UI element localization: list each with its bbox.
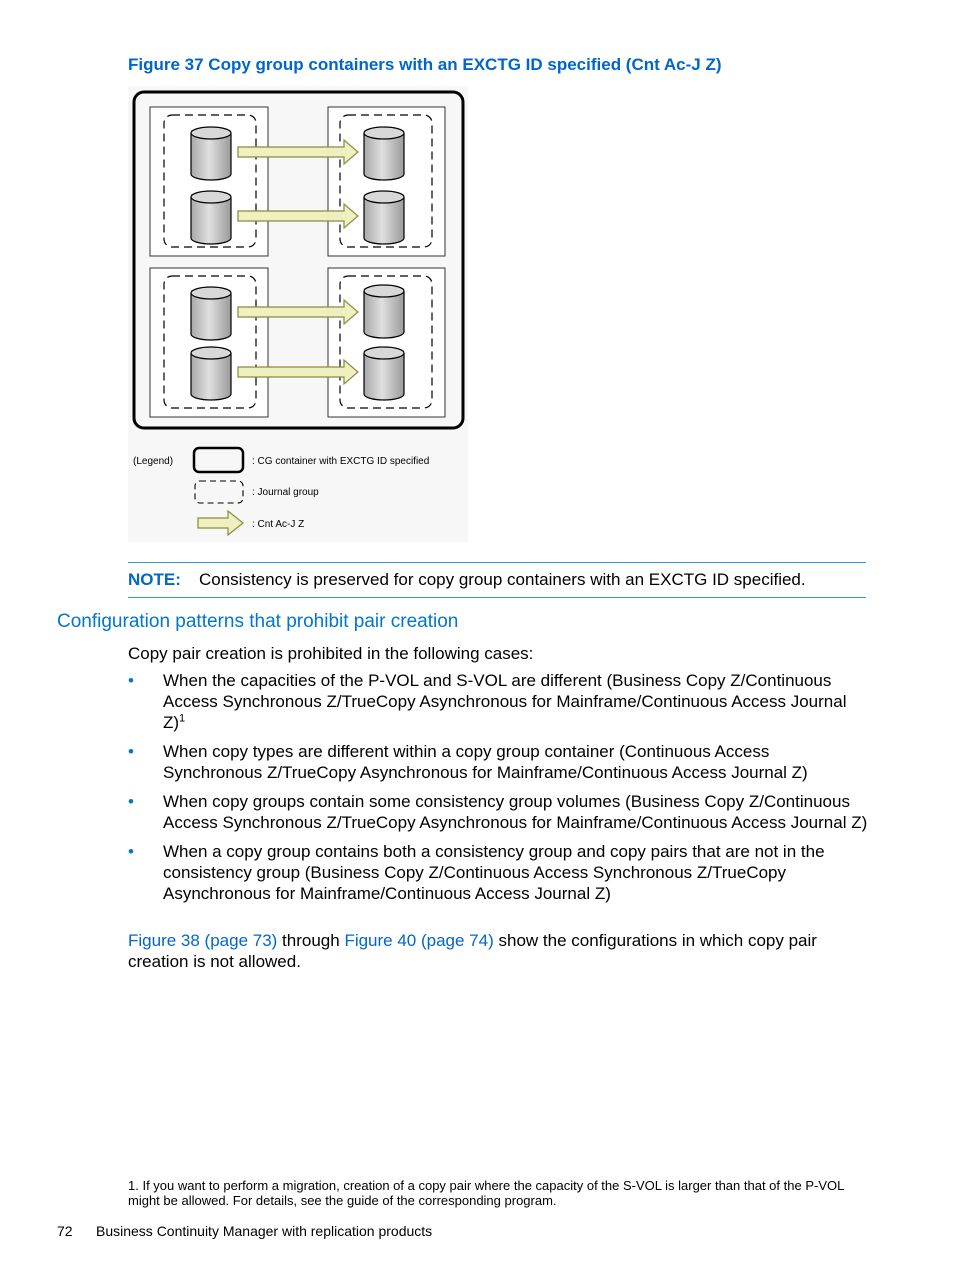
note-label: NOTE:: [128, 570, 181, 589]
figure-title: Figure 37 Copy group containers with an EXCTG ID specified (Cnt Ac-J Z): [128, 55, 722, 74]
legend-cg-container-swatch: [194, 448, 243, 472]
volume-cylinder: [191, 287, 231, 340]
list-item: [128, 670, 873, 733]
legend-journal-group-swatch: [195, 481, 243, 503]
bullet-text: When a copy group contains both a consistency group and copy pairs that are not in the consistency group (Business Copy Z/Continuous Access Synchronous Z/TrueCopy Asynchronous for Mainframe/Continuous Access Journal Z): [163, 842, 825, 903]
bullet-icon: •: [128, 671, 134, 690]
bullet-text: When the capacities of the P-VOL and S-VOL are different (Business Copy Z/Continuous Access Synchronous Z/TrueCopy Asynchronous for Mainframe/Continuous Access Journal Z): [163, 671, 847, 732]
figure-40-link[interactable]: Figure 40 (page 74): [344, 931, 494, 950]
section-intro: Copy pair creation is prohibited in the following cases:: [128, 644, 534, 663]
page-number: 72: [57, 1223, 73, 1239]
bullet-icon: •: [128, 792, 134, 811]
bullet-text: When copy types are different within a copy group container (Continuous Access Synchronous Z/TrueCopy Asynchronous for Mainframe/Continuous Access Journal Z): [163, 742, 808, 782]
bullet-list: [128, 670, 873, 912]
refs-tail: show the configurations in which copy pair creation is not allowed.: [128, 931, 817, 971]
secondary-box-top: [328, 107, 445, 256]
volume-cylinder: [364, 127, 404, 180]
volume-cylinder: [191, 347, 231, 400]
secondary-box-bottom: [328, 268, 445, 417]
page-footer: [57, 1223, 432, 1239]
legend-cnt-acj: : Cnt Ac-J Z: [252, 519, 305, 530]
list-item: [128, 741, 873, 783]
primary-box-bottom: [150, 268, 268, 417]
legend-journal-group: : Journal group: [252, 487, 319, 498]
footer-title: Business Continuity Manager with replication products: [96, 1223, 433, 1239]
volume-cylinder: [191, 191, 231, 244]
bullet-text: When copy groups contain some consistency group volumes (Business Copy Z/Continuous Access Synchronous Z/TrueCopy Asynchronous for Mainframe/Continuous Access Journal Z): [163, 792, 868, 832]
note-box: [128, 562, 866, 598]
footnote: 1. If you want to perform a migration, creation of a copy pair where the capacity of the S-VOL is larger than that of the P-VOL might be allowed. For details, see the guide of the corresponding program.: [128, 1178, 844, 1208]
bullet-icon: •: [128, 742, 134, 761]
volume-cylinder: [364, 191, 404, 244]
refs-mid: through: [277, 931, 345, 950]
figure-references: [128, 930, 868, 972]
legend-heading: (Legend): [133, 456, 174, 467]
list-item: [128, 791, 873, 833]
volume-cylinder: [364, 285, 404, 338]
volume-cylinder: [364, 347, 404, 400]
note-text: Consistency is preserved for copy group containers with an EXCTG ID specified.: [199, 570, 806, 589]
volume-cylinder: [191, 127, 231, 180]
legend-cg-container: : CG container with EXCTG ID specified: [252, 456, 430, 467]
figure-38-link[interactable]: Figure 38 (page 73): [128, 931, 278, 950]
footnote-ref[interactable]: 1: [179, 712, 186, 725]
section-heading: Configuration patterns that prohibit pair creation: [57, 611, 459, 632]
figure-37-diagram: [128, 86, 468, 542]
bullet-icon: •: [128, 842, 134, 861]
list-item: [128, 841, 873, 904]
primary-box-top: [150, 107, 268, 256]
